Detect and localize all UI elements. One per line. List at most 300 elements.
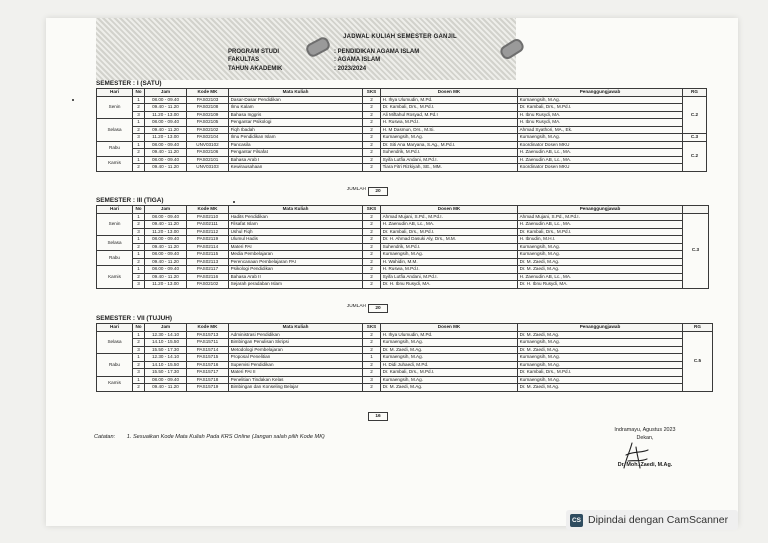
- cell-penanggungjawab: Dr. H. Ibnu Rusydi, MA.: [518, 281, 683, 289]
- cell-mata-kuliah: Psikologi Pendidikan: [229, 266, 363, 274]
- cell-no: 2: [133, 221, 145, 229]
- cell-sks: 2: [363, 331, 381, 339]
- col-header-no: No: [133, 89, 145, 97]
- cell-no: 2: [133, 384, 145, 392]
- cell-dosen: Dr. Kambali, Drs., M.Pd.I.: [381, 228, 518, 236]
- cell-penanggungjawab: Dr. M. Zaedi, M.Ag.: [518, 331, 683, 339]
- cell-penanggungjawab: Kurnaengsih, M.Ag.: [518, 251, 683, 259]
- cell-jam: 08.00 - 09.40: [145, 96, 187, 104]
- camscanner-logo-icon: CS: [570, 514, 583, 527]
- cell-mata-kuliah: Ilmu Kalam: [229, 104, 363, 112]
- cell-mata-kuliah: Bimbingan Penulisan Skripsi: [229, 339, 363, 347]
- cell-kode-mk: PAS02113: [187, 258, 229, 266]
- table-row: [97, 354, 713, 362]
- cell-rg: C.5: [683, 331, 713, 391]
- semester-3-jumlah: [96, 304, 366, 311]
- cell-mata-kuliah: Filsafat Islam: [229, 221, 363, 229]
- cell-dosen: Dr. M. Zaedi, M.Ag.: [381, 346, 518, 354]
- cell-hari: Kamis: [97, 266, 133, 289]
- cell-penanggungjawab: H. Zaenudin AB, Lc., MA.: [518, 149, 683, 157]
- col-header-penanggungjawab: Penanggungjawab: [518, 324, 683, 332]
- cell-jam: 09.40 - 11.20: [145, 149, 187, 157]
- cell-sks: 2: [363, 141, 381, 149]
- jumlah-label: JUMLAH: [346, 187, 366, 192]
- cell-kode-mk: UNV03102: [187, 141, 229, 149]
- cell-jam: 08.00 - 09.40: [145, 376, 187, 384]
- info-value: : 2023/2024: [334, 65, 419, 73]
- col-header-rg: RG: [683, 324, 713, 332]
- cell-mata-kuliah: Perencanaan Pembelajaran PAI: [229, 258, 363, 266]
- table-row: [97, 221, 709, 229]
- cell-dosen: Ahmad Mujani, S.Pd., M.Pd.I.: [381, 213, 518, 221]
- cell-sks: 2: [363, 228, 381, 236]
- semester-3-label: SEMESTER : III (TIGA): [96, 197, 164, 204]
- cell-sks: 3: [363, 376, 381, 384]
- cell-sks: 2: [363, 111, 381, 119]
- cell-no: 2: [133, 339, 145, 347]
- camscanner-text: Dipindai dengan CamScanner: [588, 514, 729, 526]
- cell-sks: 2: [363, 119, 381, 127]
- cell-jam: 11.20 - 13.00: [145, 228, 187, 236]
- cell-mata-kuliah: Kewirausahaan: [229, 164, 363, 172]
- cell-mata-kuliah: Pengantar Filsafat: [229, 149, 363, 157]
- cell-penanggungjawab: Kurnaengsih, M.Ag.: [518, 243, 683, 251]
- table-row: [97, 376, 713, 384]
- cell-no: 2: [133, 361, 145, 369]
- cell-no: 3: [133, 111, 145, 119]
- cell-no: 1: [133, 376, 145, 384]
- cell-no: 1: [133, 236, 145, 244]
- cell-penanggungjawab: Dr. Kambali, Drs., M.Pd.I.: [518, 104, 683, 112]
- cell-mata-kuliah: Materi PAI: [229, 243, 363, 251]
- col-header-kode: Kode MK: [187, 89, 229, 97]
- cell-no: 1: [133, 266, 145, 274]
- cell-kode-mk: PAS15713: [187, 331, 229, 339]
- info-labels: [228, 48, 282, 73]
- cell-jam: 14.10 - 15.50: [145, 339, 187, 347]
- cell-hari: Kamis: [97, 376, 133, 391]
- cell-no: 2: [133, 273, 145, 281]
- sign-name: Dr. Moh. Zaedi, M.Ag.: [617, 462, 673, 469]
- cell-dosen: H. Ihya Ulumudin, M.Pd.: [381, 331, 518, 339]
- cell-no: 2: [133, 243, 145, 251]
- cell-penanggungjawab: Kurnaengsih, M.Ag.: [518, 96, 683, 104]
- cell-jam: 09.40 - 11.20: [145, 258, 187, 266]
- col-header-kode: Kode MK: [187, 206, 229, 214]
- semester-7-table: [96, 323, 713, 392]
- cell-jam: 09.40 - 11.20: [145, 243, 187, 251]
- semester-3-total: 20: [368, 304, 388, 313]
- semester-7-total: 16: [368, 412, 388, 421]
- cell-jam: 12.30 - 14.10: [145, 331, 187, 339]
- cell-hari: Selasa: [97, 119, 133, 142]
- col-header-hari: Hari: [97, 89, 133, 97]
- table-row: [97, 243, 709, 251]
- cell-jam: 15.50 - 17.30: [145, 369, 187, 377]
- col-header-no: No: [133, 206, 145, 214]
- cell-kode-mk: PAS15717: [187, 369, 229, 377]
- cell-mata-kuliah: Penelitian Tindakan Kelas: [229, 376, 363, 384]
- cell-dosen: Kurnaengsih, M.Ag.: [381, 339, 518, 347]
- col-header-penanggungjawab: Penanggungjawab: [518, 89, 683, 97]
- cell-kode-mk: PAS15711: [187, 339, 229, 347]
- cell-sks: 2: [363, 273, 381, 281]
- semester-1-total: 20: [368, 187, 388, 196]
- semester-1-jumlah: [96, 187, 366, 194]
- note: [94, 434, 325, 440]
- cell-sks: 2: [363, 236, 381, 244]
- table-row: [97, 96, 707, 104]
- cell-no: 2: [133, 258, 145, 266]
- camscanner-watermark: [566, 510, 738, 530]
- cell-mata-kuliah: Materi PAI II: [229, 369, 363, 377]
- cell-dosen: H. Ruswa, M.Pd.I.: [381, 266, 518, 274]
- cell-mata-kuliah: Bahasa Arab I: [229, 156, 363, 164]
- cell-kode-mk: PAS02109: [187, 111, 229, 119]
- cell-penanggungjawab: H. Zaenudin AB, Lc., MA.: [518, 156, 683, 164]
- cell-sks: 2: [363, 243, 381, 251]
- cell-rg: C.2: [683, 141, 707, 171]
- cell-kode-mk: PAS15715: [187, 354, 229, 362]
- cell-no: 2: [133, 104, 145, 112]
- col-header-dosen: Dosen MK: [381, 89, 518, 97]
- cell-mata-kuliah: Bahasa Inggris: [229, 111, 363, 119]
- cell-dosen: Dr. Siti Ana Maryana, S.Ag., M.Pd.I.: [381, 141, 518, 149]
- col-header-blank: [683, 206, 709, 214]
- col-header-dosen: Dosen MK: [381, 206, 518, 214]
- cell-rg: C.2: [683, 96, 707, 134]
- note-label: Catatan:: [94, 434, 116, 440]
- semester-7-label: SEMESTER : VII (TUJUH): [96, 315, 172, 322]
- cell-mata-kuliah: Hadits Pendidikan: [229, 213, 363, 221]
- cell-kode-mk: PAS02102: [187, 126, 229, 134]
- cell-kode-mk: PAS02104: [187, 134, 229, 142]
- cell-no: 1: [133, 96, 145, 104]
- table-header-row: [97, 206, 709, 214]
- cell-kode-mk: PAS02111: [187, 221, 229, 229]
- cell-sks: 2: [363, 213, 381, 221]
- cell-dosen: H. Zaenudin AB, Lc., MA.: [381, 221, 518, 229]
- cell-dosen: Dr. Kambali, Drs., M.Pd.I.: [381, 369, 518, 377]
- cell-dosen: H. Wahidin, M.M.: [381, 258, 518, 266]
- cell-kode-mk: PAS15714: [187, 346, 229, 354]
- cell-sks: 2: [363, 134, 381, 142]
- cell-mata-kuliah: Fiqh Ibadah: [229, 126, 363, 134]
- scan-speck: [233, 201, 235, 203]
- cell-kode-mk: PAS02106: [187, 149, 229, 157]
- scan-speck: [72, 99, 74, 101]
- cell-dosen: Dr. M. Zaedi, M.Ag.: [381, 384, 518, 392]
- cell-sks: 2: [363, 361, 381, 369]
- cell-penanggungjawab: H. Zaenudin AB, Lc., MA.: [518, 221, 683, 229]
- table-row: [97, 281, 709, 289]
- cell-mata-kuliah: Ilmu Pendidikan Islam: [229, 134, 363, 142]
- table-row: [97, 273, 709, 281]
- cell-kode-mk: PAS02110: [187, 213, 229, 221]
- cell-kode-mk: PAS02116: [187, 273, 229, 281]
- cell-no: 3: [133, 134, 145, 142]
- table-header-row: [97, 89, 707, 97]
- cell-mata-kuliah: Bahasa Arab II: [229, 273, 363, 281]
- cell-sks: 2: [363, 149, 381, 157]
- table-row: [97, 119, 707, 127]
- col-header-no: No: [133, 324, 145, 332]
- cell-dosen: H. Didi Juhaedi, M.Pd.: [381, 361, 518, 369]
- table-row: [97, 331, 713, 339]
- info-values: [334, 48, 419, 73]
- cell-no: 1: [133, 251, 145, 259]
- table-row: [97, 111, 707, 119]
- col-header-kode: Kode MK: [187, 324, 229, 332]
- col-header-jam: Jam: [145, 89, 187, 97]
- cell-no: 1: [133, 119, 145, 127]
- table-row: [97, 251, 709, 259]
- cell-penanggungjawab: Kurnaengsih, M.Ag.: [518, 361, 683, 369]
- cell-jam: 08.00 - 09.40: [145, 236, 187, 244]
- cell-kode-mk: PAS02101: [187, 156, 229, 164]
- cell-rg: C.3: [683, 213, 709, 288]
- cell-no: 3: [133, 369, 145, 377]
- cell-sks: 2: [363, 96, 381, 104]
- cell-sks: 2: [363, 339, 381, 347]
- col-header-dosen: Dosen MK: [381, 324, 518, 332]
- cell-dosen: H. Ihya Ulumudin, M.Pd.: [381, 96, 518, 104]
- cell-mata-kuliah: Bimbingan dan Konseling Belajar: [229, 384, 363, 392]
- table-row: [97, 361, 713, 369]
- cell-kode-mk: PAS02103: [187, 96, 229, 104]
- cell-no: 2: [133, 164, 145, 172]
- cell-dosen: Kurnaengsih, M.Ag.: [381, 251, 518, 259]
- cell-mata-kuliah: Ushul Fiqh: [229, 228, 363, 236]
- cell-penanggungjawab: Ahmad Syathori, MA., Ek.: [518, 126, 683, 134]
- table-header-row: [97, 324, 713, 332]
- cell-no: 1: [133, 213, 145, 221]
- cell-penanggungjawab: Dr. M. Zaedi, M.Ag.: [518, 258, 683, 266]
- cell-kode-mk: PAS15716: [187, 361, 229, 369]
- table-row: [97, 266, 709, 274]
- cell-kode-mk: PAS02108: [187, 104, 229, 112]
- cell-penanggungjawab: Dr. M. Zaedi, M.Ag.: [518, 266, 683, 274]
- cell-mata-kuliah: Administrasi Pendidikan: [229, 331, 363, 339]
- cell-jam: 11.20 - 13.00: [145, 281, 187, 289]
- table-row: [97, 126, 707, 134]
- cell-mata-kuliah: Metodologi Pembelajaran: [229, 346, 363, 354]
- document-title: JADWAL KULIAH SEMESTER GANJIL: [343, 34, 457, 40]
- info-label: FAKULTAS: [228, 57, 260, 64]
- cell-sks: 2: [363, 164, 381, 172]
- cell-kode-mk: PAS02112: [187, 228, 229, 236]
- cell-hari: Senin: [97, 96, 133, 119]
- cell-dosen: Dr. Kambali, Drs., M.Pd.I.: [381, 104, 518, 112]
- cell-rg: C.3: [683, 134, 707, 142]
- cell-sks: 2: [363, 369, 381, 377]
- cell-hari: Rabu: [97, 354, 133, 377]
- cell-penanggungjawab: Dr. Kambali, Drs., M.Pd.I.: [518, 369, 683, 377]
- cell-sks: 2: [363, 258, 381, 266]
- cell-sks: 2: [363, 156, 381, 164]
- table-row: [97, 134, 707, 142]
- cell-penanggungjawab: Kurnaengsih, M.Ag.: [518, 339, 683, 347]
- cell-no: 2: [133, 126, 145, 134]
- cell-jam: 11.20 - 13.00: [145, 134, 187, 142]
- cell-jam: 09.40 - 11.20: [145, 126, 187, 134]
- cell-sks: 2: [363, 126, 381, 134]
- cell-penanggungjawab: Dr. Kambali, Drs., M.Pd.I.: [518, 228, 683, 236]
- cell-penanggungjawab: Dr. M. Zaedi, M.Ag.: [518, 384, 683, 392]
- cell-kode-mk: UNV03103: [187, 164, 229, 172]
- table-row: [97, 258, 709, 266]
- cell-dosen: Kurnaengsih, M.Ag.: [381, 354, 518, 362]
- col-header-hari: Hari: [97, 206, 133, 214]
- cell-no: 2: [133, 149, 145, 157]
- cell-kode-mk: PAS02114: [187, 243, 229, 251]
- table-row: [97, 384, 713, 392]
- table-row: [97, 156, 707, 164]
- col-header-sks: SKS: [363, 206, 381, 214]
- cell-sks: 2: [363, 251, 381, 259]
- cell-jam: 09.40 - 11.20: [145, 384, 187, 392]
- col-header-hari: Hari: [97, 324, 133, 332]
- table-row: [97, 141, 707, 149]
- info-value: : PENDIDIKAN AGAMA ISLAM: [334, 48, 419, 56]
- sign-role: Dekan,: [636, 434, 654, 441]
- table-row: [97, 236, 709, 244]
- cell-sks: 2: [363, 346, 381, 354]
- cell-dosen: Suhendrik, M.Pd.I.: [381, 149, 518, 157]
- cell-jam: 09.40 - 11.20: [145, 164, 187, 172]
- cell-hari: Selasa: [97, 236, 133, 251]
- cell-penanggungjawab: Kurnaengsih, M.Ag.: [518, 376, 683, 384]
- cell-jam: 14.10 - 15.50: [145, 361, 187, 369]
- cell-hari: Rabu: [97, 251, 133, 266]
- col-header-rg: RG: [683, 89, 707, 97]
- semester-1-table: [96, 88, 707, 172]
- info-label: PROGRAM STUDI: [228, 49, 279, 55]
- cell-no: 1: [133, 354, 145, 362]
- cell-jam: 12.30 - 14.10: [145, 354, 187, 362]
- col-header-sks: SKS: [363, 89, 381, 97]
- signature-icon: [618, 441, 654, 471]
- cell-penanggungjawab: H. Ibnu Rusydi, MA.: [518, 119, 683, 127]
- cell-jam: 08.00 - 09.40: [145, 141, 187, 149]
- table-row: [97, 339, 713, 347]
- col-header-mata-kuliah: Mata Kuliah: [229, 324, 363, 332]
- cell-sks: 1: [363, 354, 381, 362]
- cell-no: 3: [133, 281, 145, 289]
- cell-jam: 08.00 - 09.40: [145, 213, 187, 221]
- cell-sks: 2: [363, 384, 381, 392]
- cell-no: 1: [133, 141, 145, 149]
- cell-no: 3: [133, 346, 145, 354]
- sign-place-date: Indramayu, Agustus 2023: [614, 427, 676, 433]
- cell-jam: 08.00 - 09.40: [145, 251, 187, 259]
- cell-penanggungjawab: Koordinator Dosen MKU: [518, 141, 683, 149]
- col-header-sks: SKS: [363, 324, 381, 332]
- cell-hari: Kamis: [97, 156, 133, 171]
- cell-mata-kuliah: Supervisi Pendidikan: [229, 361, 363, 369]
- cell-mata-kuliah: Dasar-Dasar Pendidikan: [229, 96, 363, 104]
- cell-penanggungjawab: Kurnaengsih, M.Ag.: [518, 134, 683, 142]
- cell-mata-kuliah: Sejarah peradaban Islam: [229, 281, 363, 289]
- cell-hari: Selasa: [97, 331, 133, 354]
- cell-jam: 08.00 - 09.40: [145, 119, 187, 127]
- table-row: [97, 228, 709, 236]
- cell-no: 1: [133, 331, 145, 339]
- cell-dosen: H. Ruswa, M.Pd.I.: [381, 119, 518, 127]
- semester-1-label: SEMESTER : I (SATU): [96, 80, 162, 87]
- cell-dosen: Syifa Lutfia Andani, M.Pd.I.: [381, 273, 518, 281]
- note-text: 1. Sesuaikan Kode Mata Kuliah Pada KRS Online (Jangan salah pilih Kode MK): [126, 434, 325, 440]
- table-row: [97, 369, 713, 377]
- cell-sks: 2: [363, 266, 381, 274]
- cell-dosen: Suhendrik, M.Pd.I.: [381, 243, 518, 251]
- cell-kode-mk: PAS02115: [187, 251, 229, 259]
- cell-kode-mk: PAS02119: [187, 236, 229, 244]
- cell-jam: 08.00 - 09.40: [145, 156, 187, 164]
- cell-sks: 2: [363, 104, 381, 112]
- cell-sks: 2: [363, 221, 381, 229]
- table-row: [97, 213, 709, 221]
- info-label: TAHUN AKADEMIK: [228, 65, 283, 72]
- cell-dosen: H. M Dasmun, Drs., M.Si.: [381, 126, 518, 134]
- cell-dosen: Dr. H. Ahmad Dasuki Aly, Drs., M.M.: [381, 236, 518, 244]
- cell-jam: 08.00 - 09.40: [145, 266, 187, 274]
- table-row: [97, 164, 707, 172]
- cell-kode-mk: PAS02102: [187, 281, 229, 289]
- cell-jam: 15.50 - 17.30: [145, 346, 187, 354]
- cell-jam: 11.20 - 13.00: [145, 111, 187, 119]
- cell-dosen: Dr. H. Ibnu Rusydi, MA.: [381, 281, 518, 289]
- cell-mata-kuliah: Pancasila: [229, 141, 363, 149]
- col-header-mata-kuliah: Mata Kuliah: [229, 89, 363, 97]
- cell-kode-mk: PAS15719: [187, 384, 229, 392]
- cell-penanggungjawab: H. Zaenudin AB, Lc., MA.: [518, 273, 683, 281]
- cell-kode-mk: PAS15718: [187, 376, 229, 384]
- cell-no: 1: [133, 156, 145, 164]
- cell-jam: 09.40 - 11.20: [145, 104, 187, 112]
- table-row: [97, 346, 713, 354]
- cell-dosen: Ali Miftahul Rosyad, M.Pd.I: [381, 111, 518, 119]
- cell-mata-kuliah: Media Pembelajaran: [229, 251, 363, 259]
- cell-dosen: Kurnaengsih, M.Ag.: [381, 376, 518, 384]
- cell-jam: 09.40 - 11.20: [145, 273, 187, 281]
- cell-penanggungjawab: Kurnaengsih, M.Ag.: [518, 354, 683, 362]
- cell-mata-kuliah: Proposal Penelitian: [229, 354, 363, 362]
- jumlah-label: JUMLAH: [346, 304, 366, 309]
- cell-penanggungjawab: Koordinator Dosen MKU: [518, 164, 683, 172]
- cell-sks: 2: [363, 281, 381, 289]
- cell-penanggungjawab: H. Ibnu Rusydi, MA.: [518, 111, 683, 119]
- table-row: [97, 104, 707, 112]
- info-value: : AGAMA ISLAM: [334, 56, 419, 64]
- col-header-penanggungjawab: Penanggungjawab: [518, 206, 683, 214]
- cell-mata-kuliah: Ulumul Hadis: [229, 236, 363, 244]
- col-header-jam: Jam: [145, 206, 187, 214]
- cell-dosen: Tiara Fitri Rizkiyah, SE., MM.: [381, 164, 518, 172]
- cell-penanggungjawab: Ahmad Mujani, S.Pd., M.Pd.I.: [518, 213, 683, 221]
- semester-3-table: [96, 205, 709, 289]
- cell-dosen: Kurnaengsih, M.Ag.: [381, 134, 518, 142]
- cell-jam: 09.40 - 11.20: [145, 221, 187, 229]
- cell-dosen: Syifa Lutfia Andani, M.Pd.I.: [381, 156, 518, 164]
- cell-kode-mk: PAS02105: [187, 119, 229, 127]
- cell-mata-kuliah: Pengantar Psikologi: [229, 119, 363, 127]
- table-row: [97, 149, 707, 157]
- cell-hari: Senin: [97, 213, 133, 236]
- col-header-mata-kuliah: Mata Kuliah: [229, 206, 363, 214]
- cell-penanggungjawab: H. Ibnudin, M.H.I.: [518, 236, 683, 244]
- col-header-jam: Jam: [145, 324, 187, 332]
